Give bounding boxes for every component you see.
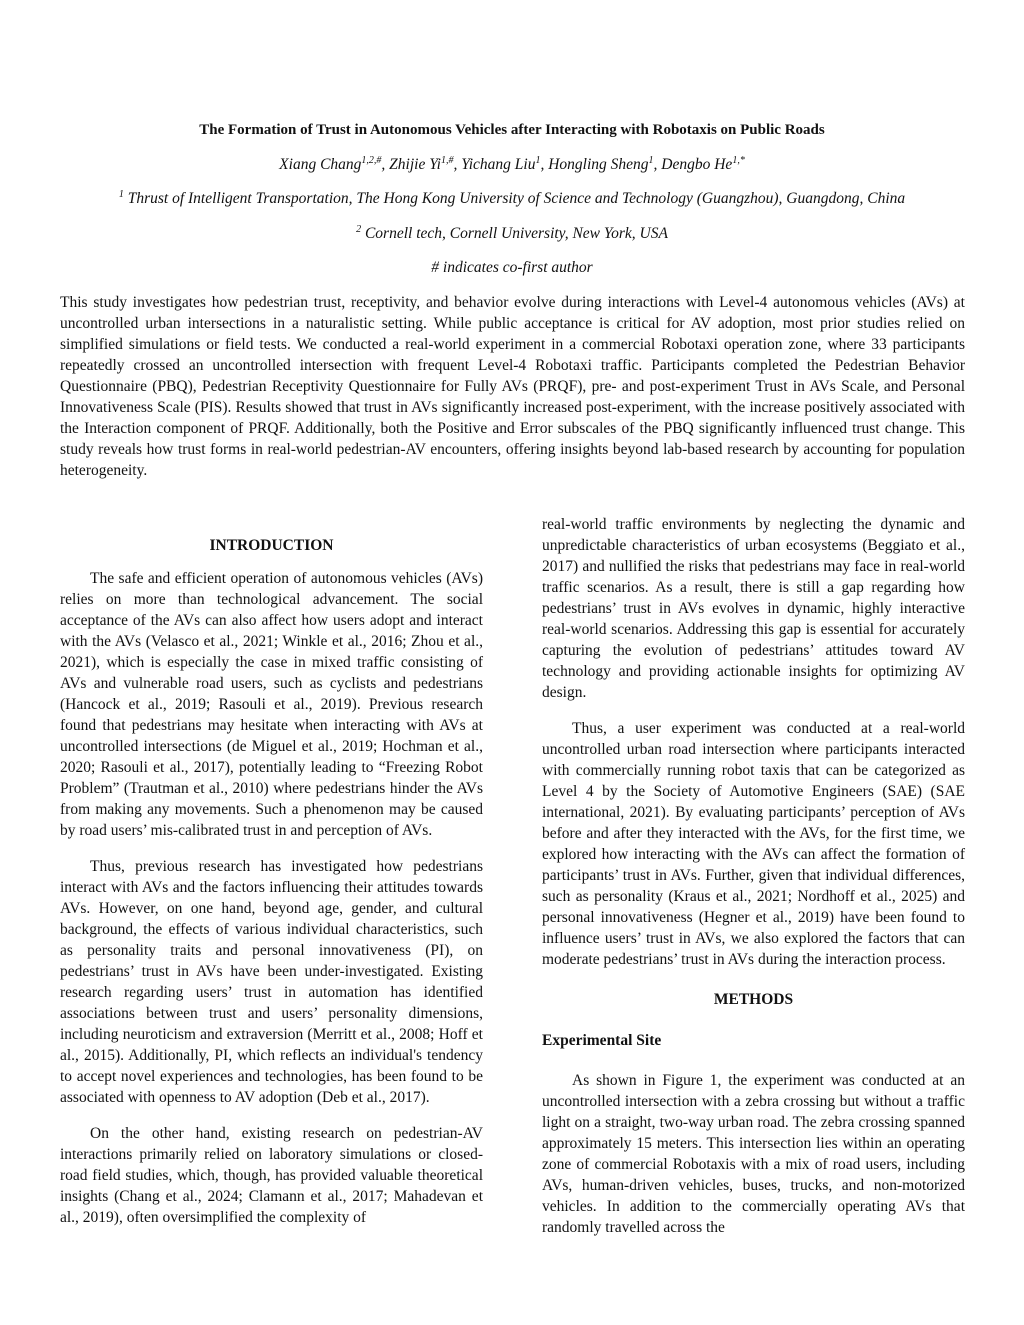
section-heading-methods: METHODS — [713, 991, 794, 1008]
left-column — [60, 535, 483, 1228]
paragraph: real-world traffic environments by neglecting the dynamic and unpredictable characteristics of urban ecosystems (Beggiato et al., 2017) and nullified the risks that pedestrians may face in real-world traffic scenarios. As a result, there is still a gap regarding how pedestrians’ trust in AVs evolves in dynamic, highly interactive real-world scenarios. Addressing this gap is essential for accurately capturing the evolution of pedestrians’ attitudes toward AV technology and providing actionable insights for optimizing AV design. — [542, 516, 965, 701]
affiliation-2: $^2$ Cornell tech, Cornell University, New York, USA — [356, 223, 668, 242]
paragraph: As shown in Figure 1, the experiment was conducted at an uncontrolled intersection with a zebra crossing but without a traffic light on a straight, two-way urban road. The zebra crossing spanned approximately 15 meters. This intersection lies within an operating zone of commercial Robotaxis with a mix of road users, including AVs, human-driven vehicles, buses, trucks, and non-motorized vehicles. In addition to the commercially operating AVs that randomly travelled across the — [542, 1072, 965, 1236]
paper-title: The Formation of Trust in Autonomous Vehicles after Interacting with Robotaxis on Public Roads — [199, 122, 825, 138]
author-list — [60, 155, 964, 175]
affiliation-1: $^1$ Thrust of Intelligent Transportation, The Hong Kong University of Science and Technology (Guangzhou), Guangdong, China — [118, 188, 906, 207]
co-first-author-note: # indicates co-first author — [431, 259, 593, 276]
paragraph: Thus, previous research has investigated how pedestrians interact with AVs and the factors influencing their attitudes towards AVs. However, on one hand, beyond age, gender, and cultural background, the effects of various individual characteristics, such as personality traits and personal innovativeness (PI), on pedestrians’ trust in AVs have been under-investigated. Existing research regarding users’ trust in automation has identified associations between trust and users’ personality dimensions, including neuroticism and extraversion (Merritt et al., 2008; Hoff et al., 2015). Additionally, PI, which reflects an individual's tendency to accept novel experiences and technologies, has been found to be associated with openness to AV adoption (Deb et al., 2017). — [60, 858, 483, 1106]
right-column — [542, 514, 965, 1238]
author: Hongling Sheng$^1$, — [548, 154, 662, 173]
abstract: This study investigates how pedestrian trust, receptivity, and behavior evolve during interactions with Level-4 autonomous vehicles (AVs) at uncontrolled urban intersections in a naturalistic setting. While public acceptance is critical for AV adoption, most prior studies relied on simplified simulations or field tests. We conducted a real-world experiment in a commercial Robotaxi operation zone, where 33 participants repeatedly crossed an uncontrolled intersection with frequent Level-4 Robotaxi traffic. Participants completed the Pedestrian Behavior Questionnaire (PBQ), Pedestrian Receptivity Questionnaire for Fully AVs (PRQF), pre- and post-experiment Trust in AVs Scale, and Personal Innovativeness Scale (PIS). Results showed that trust in AVs significantly increased post-experiment, with the increase positively associated with the Interaction component of PRQF. Additionally, both the Positive and Error subscales of the PBQ significantly influenced trust change. This study reveals how trust forms in real-world pedestrian-AV encounters, offering insights beyond lab-based research by accounting for population heterogeneity. — [60, 294, 965, 479]
paragraph: The safe and efficient operation of autonomous vehicles (AVs) relies on more than technological advancement. The social acceptance of the AVs can also affect how users adopt and interact with the AVs (Velasco et al., 2021; Winkle et al., 2016; Zhou et al., 2021), which is especially the case in mixed traffic consisting of AVs and vulnerable road users, such as cyclists and pedestrians (Hancock et al., 2019; Rasouli et al., 2019). Previous research found that pedestrians may hesitate when interacting with AVs at uncontrolled intersections (de Miguel et al., 2019; Hochman et al., 2020; Rasouli et al., 2017), potentially leading to “Freezing Robot Problem” (Trautman et al., 2010) where pedestrians hinder the AVs from making any movements. Such a phenomenon may be caused by road users’ mis-calibrated trust in and perception of AVs. — [60, 570, 483, 839]
author: Zhijie $Yi^{1,\#}$, — [389, 154, 462, 173]
author: Xiang Chang$^{1,2,\#}$, — [279, 154, 390, 173]
paragraph: Thus, a user experiment was conducted at a real-world uncontrolled urban road intersection where participants interacted with commercially running robot taxis that can be categorized as Level 4 by the Society of Automotive Engineers (SAE) (SAE international, 2021). By evaluating participants’ perception of AVs before and after they interacted with the AVs, for the first time, we explored how interacting with the AVs can affect the formation of participants’ trust in AVs. Further, given that individual differences, such as personality (Kraus et al., 2021; Nordhoff et al., 2025) and personal innovativeness (Hegner et al., 2019) have been found to influence users’ trust in AVs, we also explored the factors that can moderate pedestrians’ trust in AVs during the interaction process. — [542, 720, 965, 968]
author: Yichang Liu$^1$, — [461, 154, 549, 173]
paragraph: On the other hand, existing research on pedestrian-AV interactions primarily relied on laboratory simulations or closed-road field studies, which, though, has provided valuable theoretical insights (Chang et al., 2024; Clamann et al., 2017; Mahadevan et al., 2019), often oversimplified the complexity of — [60, 1125, 483, 1226]
author: Dengbo $He^{1,*}$ — [661, 154, 745, 173]
section-heading-introduction: INTRODUCTION — [209, 537, 334, 554]
subsection-heading-experimental-site: Experimental Site — [542, 1032, 662, 1049]
